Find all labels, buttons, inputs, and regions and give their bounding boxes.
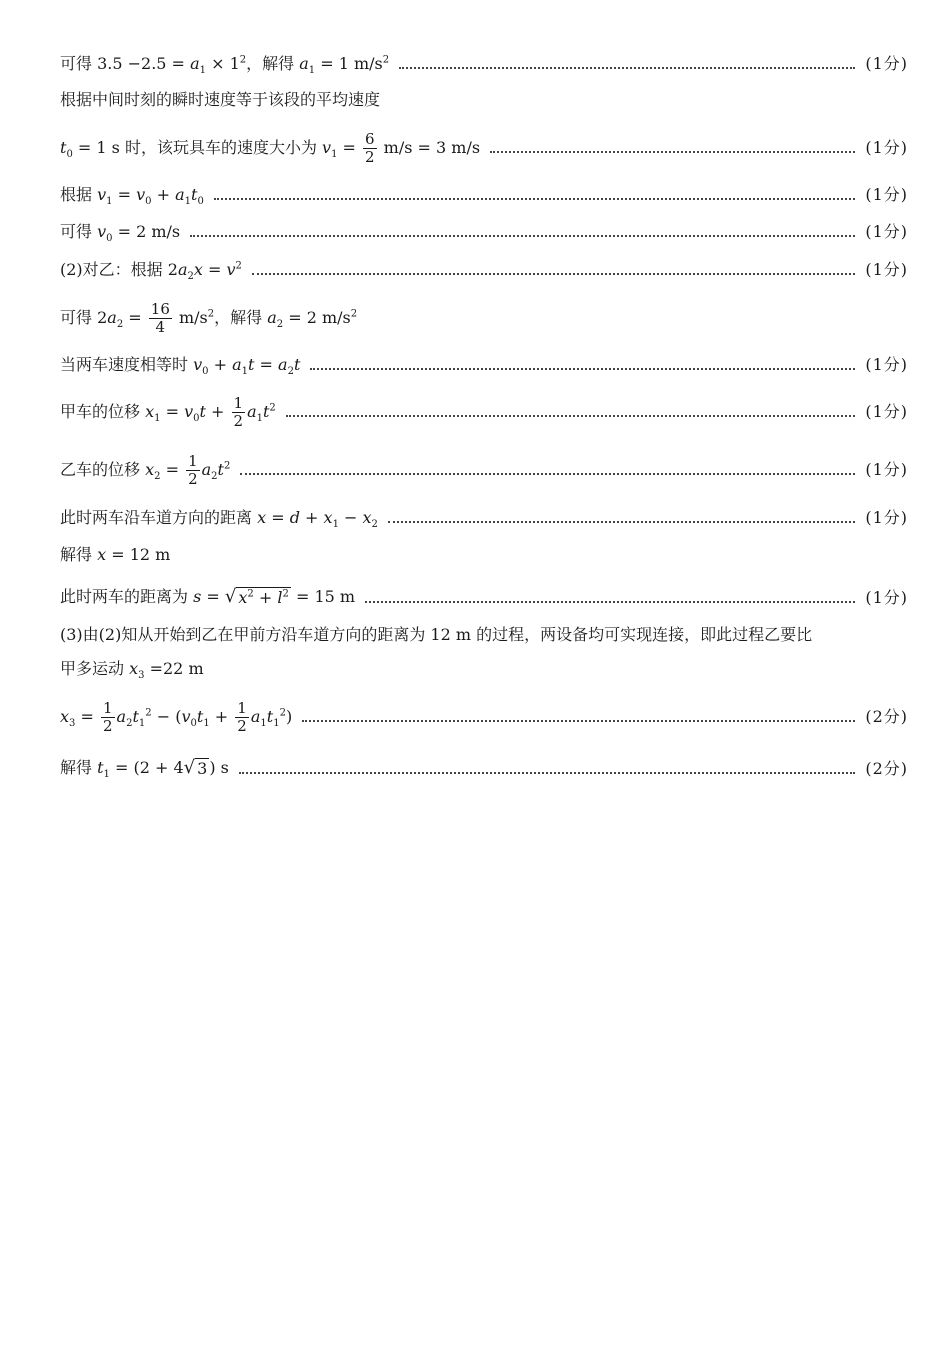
solution-line-12 (60, 545, 908, 565)
score-label: (1分) (865, 222, 908, 241)
solution-line-2 (60, 90, 908, 110)
dot-leader (490, 151, 855, 153)
solution-line-6 (60, 260, 908, 283)
line-9-text: 甲车的位移 $x_1 = v_0t$ + $\frac{1}{2}$ $a_1t^2$ (60, 393, 276, 430)
solution-line-10 (60, 452, 908, 488)
solution-line-5 (60, 222, 908, 245)
line-10-text: 乙车的位移 $x_2$ = $\frac{1}{2}$ $a_2t^2$ (60, 451, 231, 488)
line-4-text: 根据 $v_1 = v_0 + a_1t_0$ (60, 185, 204, 208)
dot-leader (190, 235, 855, 237)
score-label: (2分) (865, 707, 908, 726)
dot-leader (365, 601, 855, 603)
fraction: $\frac{16}{4}$ (150, 299, 170, 336)
score-label: (2分) (865, 758, 908, 778)
fraction: $\frac{1}{2}$ (233, 393, 244, 430)
dot-leader (310, 368, 855, 370)
square-root: √ 3 (183, 757, 208, 778)
fraction: $\frac{6}{2}$ (365, 129, 375, 166)
score-label: (1分) (865, 185, 908, 204)
line-1-text: 可得 $3.5 -2.5 = a_1 \times 1^2$，解得 $a_1 = 1$ $m/s^2$ (60, 54, 390, 77)
line-13-text: 此时两车的距离为 s = √ $x^2 + l^2$ = 15 m (60, 586, 356, 607)
line-3-text: $t_0 = 1$ s 时，该玩具车的速度大小为 $v_1$ = $\frac{6}{2}$ m/s = 3 m/s (60, 129, 481, 166)
score-label: (1分) (865, 54, 908, 73)
score-label: (1分) (865, 402, 908, 421)
fraction: $\frac{1}{2}$ (188, 451, 198, 488)
score-label: (1分) (865, 355, 908, 374)
paragraph-line-1: (3)由(2)知从开始到乙在甲前方沿车道方向的距离为 12 m 的过程，两设备均可实现连接，即此过程乙要比 (60, 625, 813, 644)
solution-line-1 (60, 54, 908, 77)
dot-leader (286, 415, 856, 417)
score-label: (1分) (865, 138, 908, 157)
dot-leader (240, 473, 855, 475)
dot-leader (302, 720, 855, 722)
dot-leader (252, 273, 855, 275)
dot-leader (388, 521, 855, 523)
line-11-text: 此时两车沿车道方向的距离 $x = d + x_1 - x_2$ (60, 508, 378, 531)
dot-leader (239, 772, 855, 774)
solution-line-4 (60, 185, 908, 208)
solution-line-9 (60, 394, 908, 430)
fraction: $\frac{1}{2}$ (237, 698, 247, 735)
line-6-text: (2)对乙：根据 $2a_2x = v^2$ (60, 260, 242, 283)
score-label: (1分) (865, 508, 908, 527)
solution-line-3 (60, 130, 908, 166)
line-7-text: 可得 $2a_2$ = $\frac{16}{4}$ $m/s^2$，解得 $a_2 = 2$ $m/s^2$ (60, 299, 358, 336)
dot-leader (214, 198, 856, 200)
solution-line-13 (60, 587, 908, 608)
solution-line-11 (60, 508, 908, 531)
solution-line-15 (60, 699, 908, 735)
line-16-text: 解得 $t_1 = (2 + 4$ √ 3 ) s (60, 757, 229, 781)
score-label: (1分) (865, 587, 908, 607)
line-8-text: 当两车速度相等时 $v_0 + a_1t = a_2t$ (60, 355, 301, 378)
score-label: (1分) (865, 460, 908, 479)
solution-paragraph-14 (60, 618, 908, 686)
line-5-text: 可得 $v_0 = 2$ m/s (60, 222, 181, 245)
dot-leader (399, 67, 855, 69)
solution-line-7 (60, 300, 908, 336)
line-12-text: 解得 x = 12 m (60, 545, 171, 564)
fraction: $\frac{1}{2}$ (102, 698, 113, 735)
solution-line-8 (60, 355, 908, 378)
square-root: √ $x^2 + l^2$ (224, 586, 289, 607)
line-2-text: 根据中间时刻的瞬时速度等于该段的平均速度 (60, 90, 381, 109)
paragraph-line-2: 甲多运动 $x_3 =22$ m (60, 659, 204, 682)
solution-line-16 (60, 758, 908, 779)
line-15-text: $x_3$ = $\frac{1}{2}$ $a_2t_1^2 - (v_0t_1$ + $\frac{1}{2}$ $a_1t_1^2$) (60, 698, 293, 735)
score-label: (1分) (865, 260, 908, 279)
